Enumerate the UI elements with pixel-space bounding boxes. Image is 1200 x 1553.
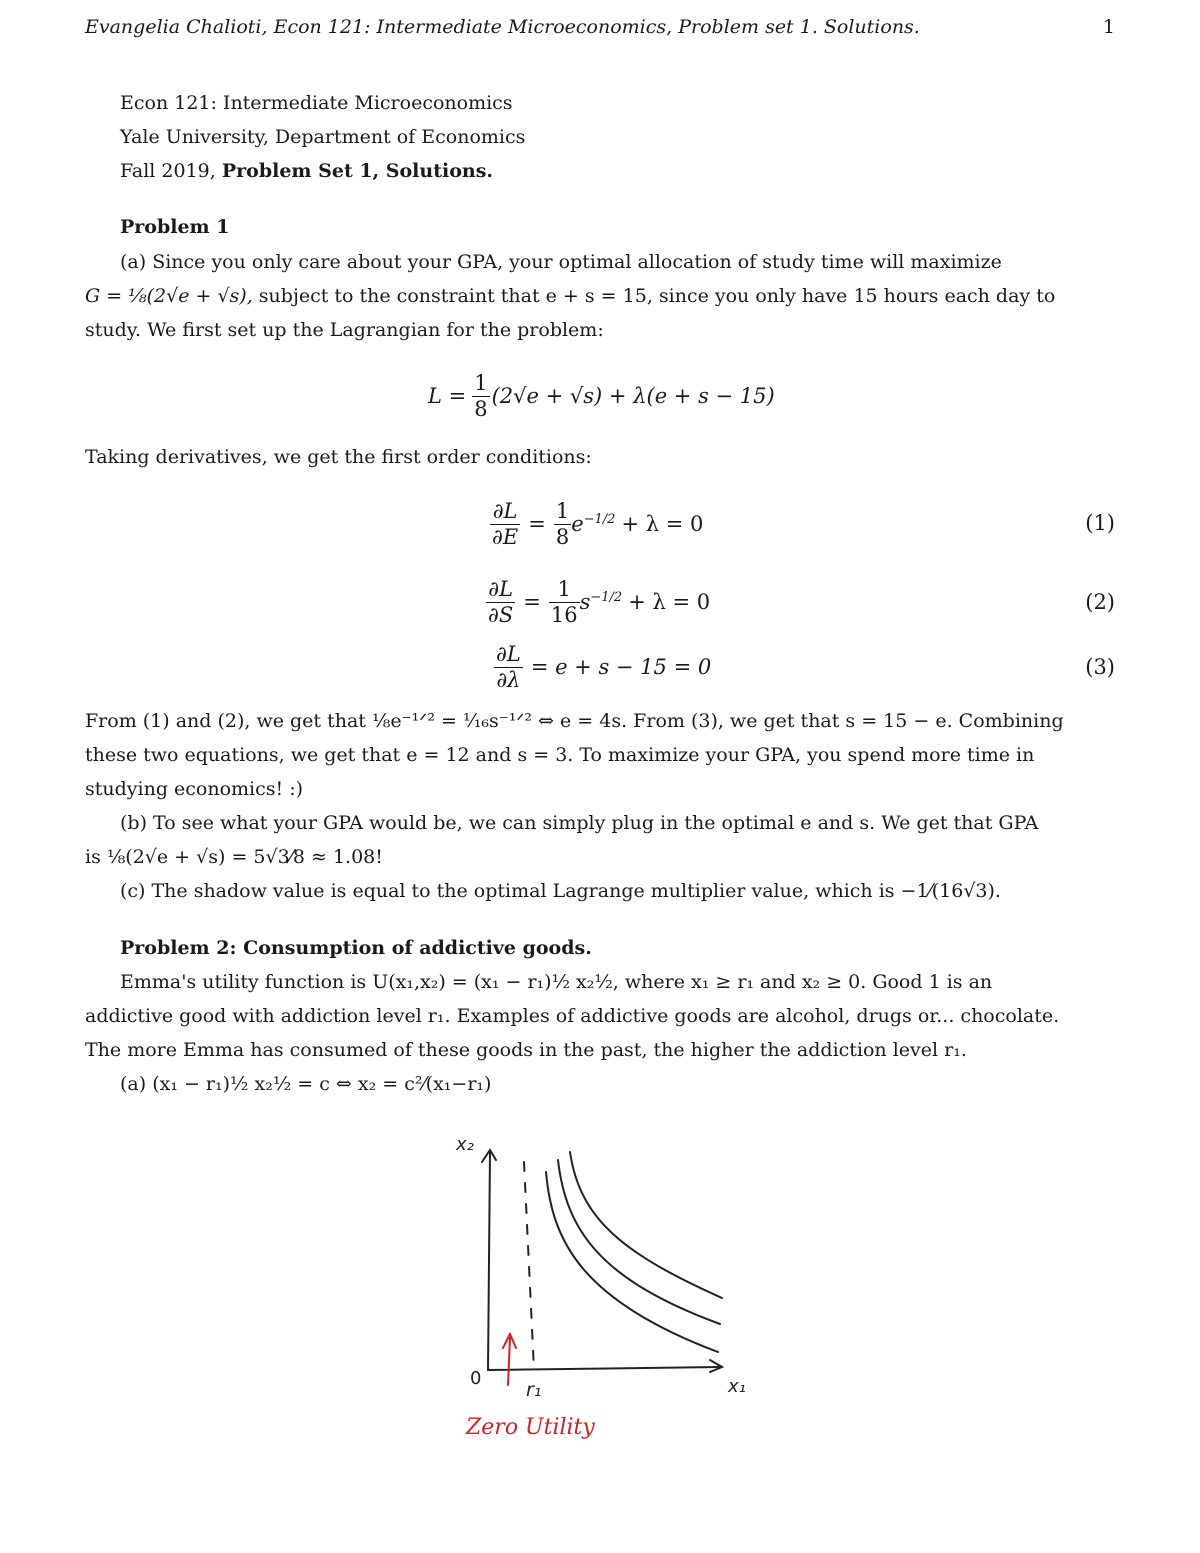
term-prefix: Fall 2019, xyxy=(120,160,222,182)
indifference-curve-1 xyxy=(546,1172,718,1352)
lagrangian-rhs: (2√e + √s) + λ(e + s − 15) xyxy=(491,384,775,408)
p2a-line: (a) (x₁ − r₁)½ x₂½ = c ⇔ x₂ = c²⁄(x₁−r₁) xyxy=(120,1073,492,1095)
figure-ink xyxy=(482,1150,722,1372)
eq1-rhs: + λ = 0 xyxy=(621,512,704,536)
x-axis-arrowhead xyxy=(710,1360,722,1372)
p1-from-line1: From (1) and (2), we get that ⅛e⁻¹ᐟ² = ¹⁄₁₆s⁻¹ᐟ² ⇔ e = 4s. From (3), we get that s = 15 − e. Combining xyxy=(85,710,1064,732)
problem2-heading: Problem 2: Consumption of addictive goods. xyxy=(120,937,592,959)
p1b-line1: (b) To see what your GPA would be, we can simply plug in the optimal e and s. We get that GPA xyxy=(120,812,1039,834)
p1a-line3: study. We first set up the Lagrangian for the problem: xyxy=(85,319,604,341)
p2-line1: Emma's utility function is U(x₁,x₂) = (x₁ − r₁)½ x₂½, where x₁ ≥ r₁ and x₂ ≥ 0. Good 1 is an xyxy=(120,971,993,993)
indifference-curve-figure xyxy=(440,1120,770,1460)
p1a-line2 xyxy=(85,279,1115,313)
p2-line3: The more Emma has consumed of these goods in the past, the higher the addiction level r₁. xyxy=(85,1039,967,1061)
taking-derivatives: Taking derivatives, we get the first order conditions: xyxy=(85,446,592,468)
page-number: 1 xyxy=(1102,16,1115,38)
indifference-curve-3 xyxy=(570,1152,722,1298)
foc-equation-3: $\frac{\partial L}{\partial\lambda}$ = e + s − 15 = 0 xyxy=(496,641,712,692)
y-axis xyxy=(488,1152,490,1370)
eq2-rhs: + λ = 0 xyxy=(628,590,711,614)
running-header: Evangelia Chalioti, Econ 121: Intermediate Microeconomics, Problem set 1. Solutions. xyxy=(85,16,920,38)
eq-number-3: (3) xyxy=(1085,655,1115,679)
p1a-line1: (a) Since you only care about your GPA, your optimal allocation of study time will maximize xyxy=(120,251,1002,273)
r1-asymptote xyxy=(524,1162,534,1370)
university-line: Yale University, Department of Economics xyxy=(120,126,526,148)
p2-line2: addictive good with addiction level r₁. Examples of addictive goods are alcohol, drugs or... chocolate. xyxy=(85,1005,1060,1027)
foc-equation-1: $\frac{\partial L}{\partial E}$ = $\frac{1}{8}$ $e^{-1/2}$ + λ = 0 xyxy=(492,498,704,549)
p1a-line2-text: subject to the constraint that e + s = 15, since you only have 15 hours each day to xyxy=(252,285,1056,307)
eq-number-1: (1) xyxy=(1085,511,1115,535)
p1-from-line3: studying economics! :) xyxy=(85,778,304,800)
x-axis-label: x₁ xyxy=(728,1376,746,1397)
problem1-part-a xyxy=(85,245,1115,347)
p1b-line2: is ⅛(2√e + √s) = 5√3⁄8 ≈ 1.08! xyxy=(85,846,383,868)
lagrangian-equation xyxy=(428,366,775,426)
y-axis-label: x₂ xyxy=(456,1134,474,1155)
zero-utility-arrow xyxy=(503,1334,516,1385)
origin-label: 0 xyxy=(470,1368,482,1389)
indifference-curve-2 xyxy=(558,1160,720,1324)
x-axis xyxy=(488,1367,720,1370)
p1c-line: (c) The shadow value is equal to the optimal Lagrange multiplier value, which is −1⁄(16√3). xyxy=(120,880,1001,902)
problem1-heading: Problem 1 xyxy=(120,216,230,238)
problem1-solution-paragraph xyxy=(85,704,1115,908)
r1-label: r₁ xyxy=(526,1379,542,1401)
eq3-rhs: = e + s − 15 = 0 xyxy=(530,655,712,679)
p1a-line2-math: G = ⅛(2√e + √s), xyxy=(85,285,253,307)
problem2-paragraph xyxy=(85,965,1115,1101)
eq-number-2: (2) xyxy=(1085,590,1115,614)
lagrangian-fraction: $\frac{1}{8}$ xyxy=(474,370,488,421)
lagrangian-lhs: L = xyxy=(428,384,467,408)
zero-utility-label: Zero Utility xyxy=(466,1415,595,1440)
foc-equation-2: $\frac{\partial L}{\partial S}$ = $\frac{1}{16}$ $s^{-1/2}$ + λ = 0 xyxy=(488,576,711,627)
course-title: Econ 121: Intermediate Microeconomics xyxy=(120,92,513,114)
term-line xyxy=(120,160,493,182)
problem-set-label: Problem Set 1, Solutions. xyxy=(221,160,494,182)
p1-from-line2: these two equations, we get that e = 12 and s = 3. To maximize your GPA, you spend more time in xyxy=(85,744,1035,766)
